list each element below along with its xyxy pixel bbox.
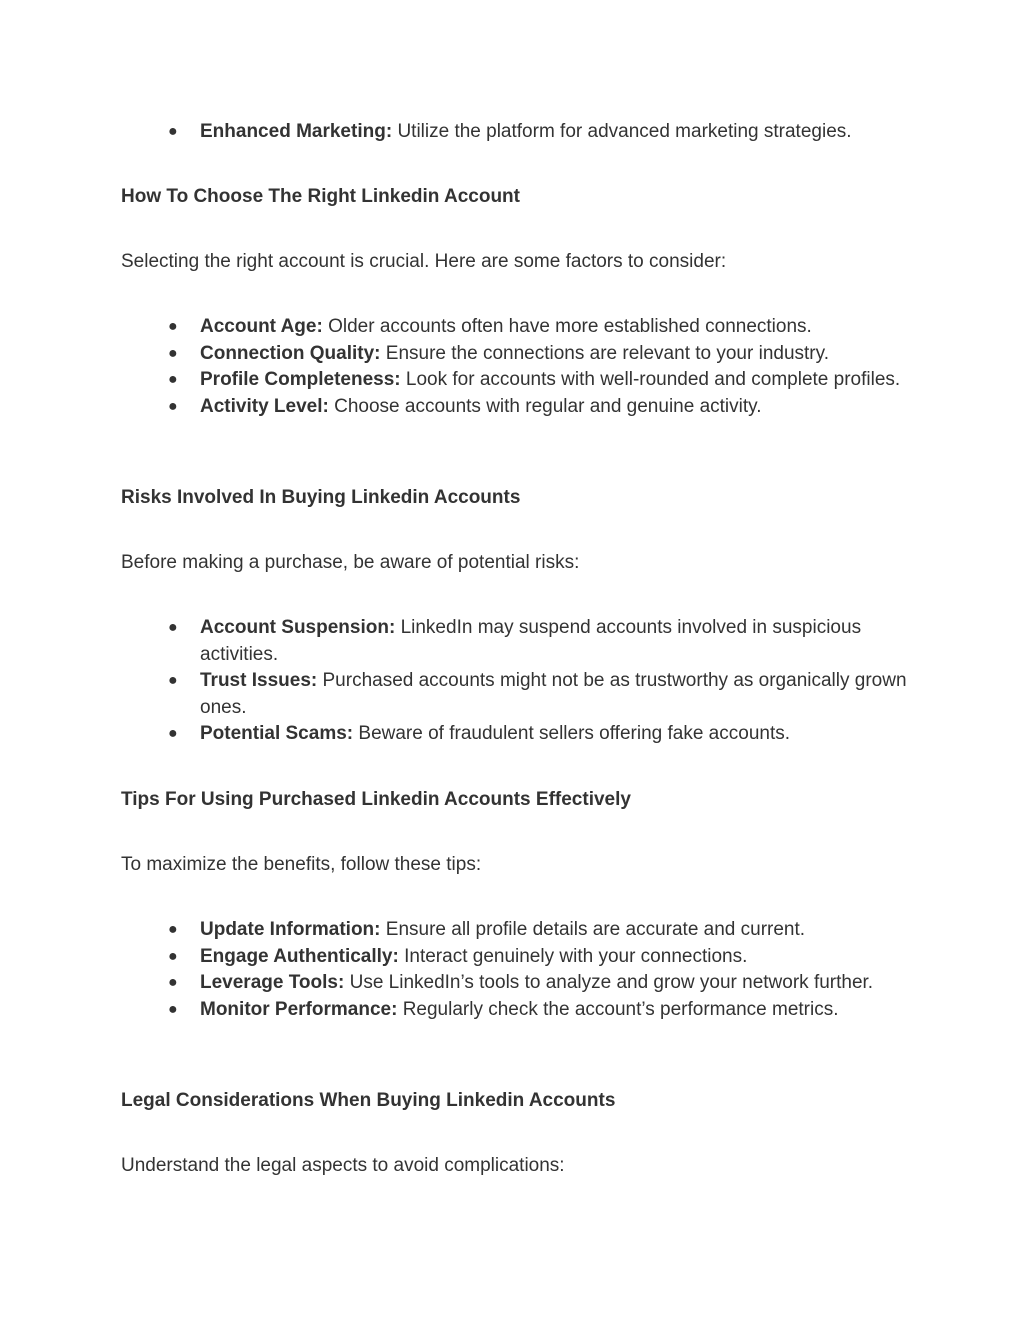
- item-text: Ensure all profile details are accurate and current.: [385, 919, 806, 940]
- item-term: Enhanced Marketing:: [200, 121, 393, 142]
- item-text: Ensure the connections are relevant to your industry.: [385, 342, 830, 364]
- bullet-icon: ●: [168, 397, 178, 415]
- item-text: Choose accounts with regular and genuine activity.: [334, 395, 762, 417]
- item-term: Profile Completeness:: [200, 369, 401, 390]
- list-item: [121, 119, 911, 146]
- bullet-icon: ●: [168, 318, 178, 335]
- bullet-icon: ●: [168, 1000, 178, 1018]
- list-item: [121, 668, 911, 721]
- item-text: Purchased accounts might not be as trustworthy as organically grown ones.: [200, 670, 907, 718]
- item-term: Leverage Tools:: [200, 972, 345, 993]
- bullet-icon: ●: [168, 344, 178, 362]
- section-intro-tips: To maximize the benefits, follow these tips:: [121, 854, 482, 875]
- item-term: Engage Authentically:: [200, 945, 399, 967]
- bullet-icon: ●: [168, 371, 178, 388]
- bullet-icon: ●: [168, 947, 178, 965]
- list-item: [121, 367, 911, 394]
- item-term: Monitor Performance:: [200, 998, 398, 1020]
- bullet-list-choose: [121, 314, 911, 420]
- item-text: Older accounts often have more established connections.: [328, 316, 812, 337]
- section-intro-risks: Before making a purchase, be aware of potential risks:: [121, 552, 580, 573]
- list-item: [121, 341, 911, 368]
- bullet-icon: ●: [168, 974, 178, 991]
- bullet-icon: ●: [168, 619, 178, 636]
- item-text: Utilize the platform for advanced marketing strategies.: [397, 121, 852, 142]
- item-text: Regularly check the account’s performance metrics.: [402, 998, 839, 1020]
- item-text: Look for accounts with well-rounded and complete profiles.: [405, 369, 901, 390]
- section-intro-choose: Selecting the right account is crucial. Here are some factors to consider:: [121, 251, 727, 272]
- bullet-icon: ●: [168, 725, 178, 742]
- list-item: [121, 997, 911, 1024]
- item-text: Use LinkedIn’s tools to analyze and grow your network further.: [349, 972, 874, 993]
- bullet-icon: ●: [168, 123, 178, 140]
- item-term: Connection Quality:: [200, 342, 381, 364]
- list-item: [121, 394, 911, 421]
- item-term: Potential Scams:: [200, 723, 354, 744]
- bullet-list-risks: [121, 615, 911, 748]
- item-text: Beware of fraudulent sellers offering fake accounts.: [358, 723, 791, 744]
- bullet-list-tips: [121, 917, 911, 1023]
- bullet-icon: ●: [168, 672, 178, 689]
- item-term: Trust Issues:: [200, 670, 318, 691]
- list-item: [121, 970, 911, 997]
- section-intro-legal: Understand the legal aspects to avoid complications:: [121, 1155, 565, 1176]
- list-item: [121, 615, 911, 668]
- bullet-icon: ●: [168, 921, 178, 938]
- bullet-list-marketing: [121, 119, 911, 146]
- section-heading-choose: How To Choose The Right Linkedin Account: [121, 186, 520, 207]
- list-item: [121, 944, 911, 971]
- list-item: [121, 917, 911, 944]
- section-heading-legal: Legal Considerations When Buying Linkedin Accounts: [121, 1090, 616, 1111]
- section-heading-tips: Tips For Using Purchased Linkedin Accounts Effectively: [121, 789, 631, 810]
- item-term: Account Age:: [200, 316, 323, 337]
- item-text: LinkedIn may suspend accounts involved in suspicious activities.: [200, 617, 862, 665]
- item-term: Activity Level:: [200, 395, 329, 417]
- section-heading-risks: Risks Involved In Buying Linkedin Accounts: [121, 487, 521, 508]
- list-item: [121, 721, 911, 748]
- item-term: Update Information:: [200, 919, 381, 940]
- item-term: Account Suspension:: [200, 617, 396, 638]
- item-text: Interact genuinely with your connections.: [404, 945, 748, 967]
- list-item: [121, 314, 911, 341]
